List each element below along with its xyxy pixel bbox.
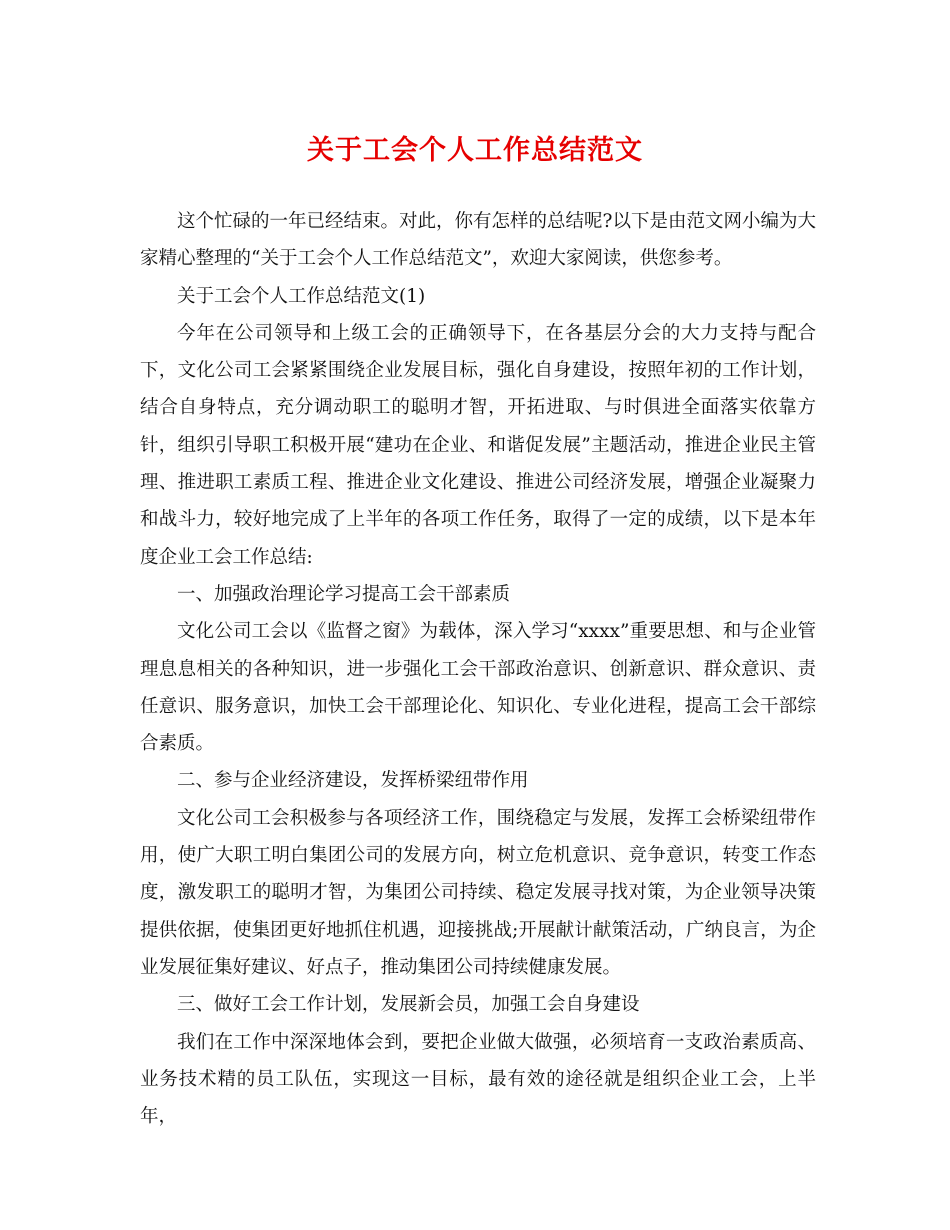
- body-paragraph: 文化公司工会积极参与各项经济工作，围绕稳定与发展，发挥工会桥梁纽带作用，使广大职工明白集团公司的发展方向，树立危机意识、竞争意识，转变工作态度，激发职工的聪明才智，为集团公司持续、稳定发展寻找对策，为企业领导决策提供依据，使集团更好地抓住机遇，迎接挑战;开展献计献策活动，广纳良言，为企业发展征集好建议、好点子，推动集团公司持续健康发展。: [140, 807, 816, 978]
- body-paragraph: 今年在公司领导和上级工会的正确领导下，在各基层分会的大力支持与配合下，文化公司工会紧紧围绕企业发展目标，强化自身建设，按照年初的工作计划，结合自身特点，充分调动职工的聪明才智，开拓进取、与时俱进全面落实依靠方针，组织引导职工积极开展“建功在企业、和谐促发展”主题活动，推进企业民主管理、推进职工素质工程、推进企业文化建设、推进公司经济发展，增强企业凝聚力和战斗力，较好地完成了上半年的各项工作任务，取得了一定的成绩，以下是本年度企业工会工作总结:: [140, 322, 816, 568]
- section-heading: 二、参与企业经济建设，发挥桥梁纽带作用: [177, 770, 529, 792]
- intro-paragraph: 这个忙碌的一年已经结束。对此，你有怎样的总结呢?以下是由范文网小编为大家精心整理的“关于工会个人工作总结范文”，欢迎大家阅读，供您参考。: [140, 211, 816, 270]
- document-body: [140, 203, 816, 1135]
- document-title: 关于工会个人工作总结范文: [307, 135, 643, 166]
- section-heading: 三、做好工会工作计划，发展新会员，加强工会自身建设: [177, 994, 640, 1016]
- section-heading: 一、加强政治理论学习提高工会干部素质: [177, 583, 511, 605]
- body-paragraph: 我们在工作中深深地体会到，要把企业做大做强，必须培育一支政治素质高、业务技术精的员工队伍，实现这一目标，最有效的途径就是组织企业工会，上半年，: [140, 1031, 816, 1128]
- body-paragraph: 文化公司工会以《监督之窗》为载体，深入学习“xxxx”重要思想、和与企业管理息息相关的各种知识，进一步强化工会干部政治意识、创新意识、群众意识、责任意识、服务意识，加快工会干部理论化、知识化、专业化进程，提高工会干部综合素质。: [140, 621, 816, 755]
- section-heading: 关于工会个人工作总结范文(1): [177, 285, 426, 307]
